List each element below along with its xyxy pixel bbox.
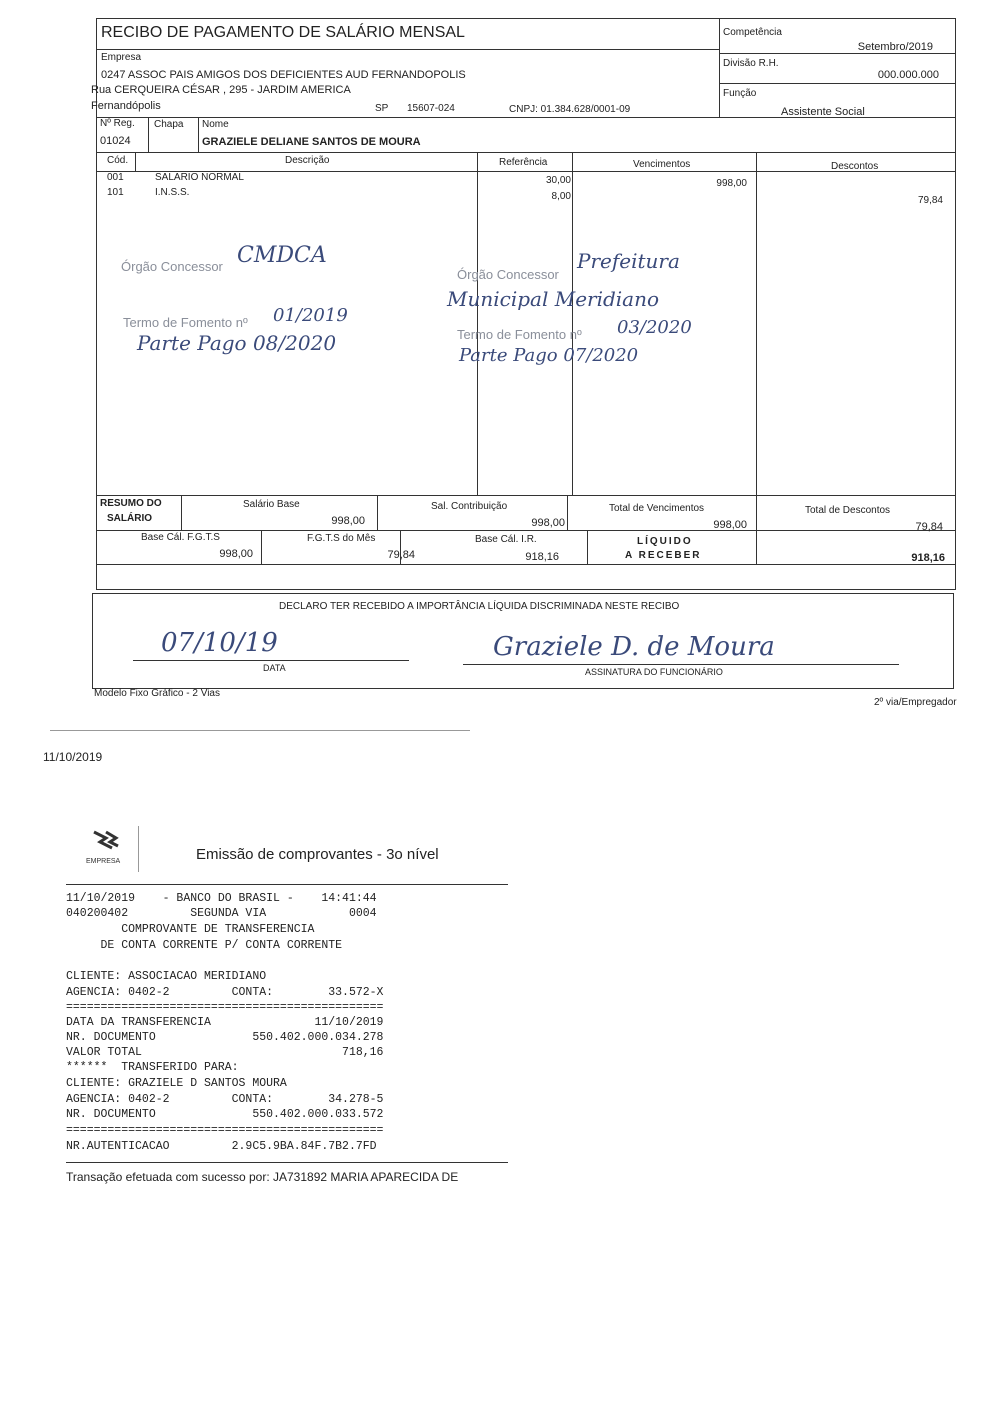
sal-contrib-value: 998,00 bbox=[531, 517, 565, 529]
receipt-line: 11/10/2019 - BANCO DO BRASIL - 14:41:44 bbox=[66, 892, 377, 905]
stamp-termo-1: Termo de Fomento nº bbox=[123, 315, 248, 330]
hand-orgao-2: Prefeitura bbox=[577, 249, 680, 273]
competencia-value: Setembro/2019 bbox=[857, 41, 933, 53]
base-fgts-label: Base Cál. F.G.T.S bbox=[141, 532, 220, 543]
declaration-box bbox=[92, 593, 954, 689]
empresa-nome: 0247 ASSOC PAIS AMIGOS DOS DEFICIENTES AUD FERNANDOPOLIS bbox=[101, 69, 466, 81]
total-desc-label: Total de Descontos bbox=[805, 505, 891, 516]
row2-cod: 101 bbox=[107, 187, 124, 198]
total-venc-label: Total de Vencimentos bbox=[609, 503, 705, 514]
receipt-line: CLIENTE: GRAZIELE D SANTOS MOURA bbox=[66, 1077, 287, 1090]
receipt-line: 040200402 SEGUNDA VIA 0004 bbox=[66, 907, 377, 920]
row2-referencia: 8,00 bbox=[551, 191, 571, 202]
signature-line bbox=[463, 664, 899, 665]
row1-cod: 001 bbox=[107, 172, 124, 183]
receipt-line: VALOR TOTAL 718,16 bbox=[66, 1046, 384, 1059]
stamp-termo-2: Termo de Fomento nº bbox=[457, 327, 582, 342]
stamp-orgao-2: Órgão Concessor bbox=[457, 267, 559, 282]
total-desc-value: 79,84 bbox=[915, 521, 943, 533]
salario-base-label: Salário Base bbox=[243, 499, 300, 510]
row1-referencia: 30,00 bbox=[545, 175, 571, 186]
hand-termo-2-note: Parte Pago 07/2020 bbox=[459, 345, 639, 366]
resumo-label-1: RESUMO DO bbox=[100, 498, 162, 509]
base-fgts-value: 998,00 bbox=[219, 548, 253, 560]
receipt-line: CLIENTE: ASSOCIACAO MERIDIANO bbox=[66, 970, 267, 983]
empresa-label: Empresa bbox=[101, 52, 142, 63]
hand-date: 07/10/19 bbox=[161, 628, 278, 658]
base-ir-label: Base Cál. I.R. bbox=[475, 534, 537, 545]
receipt-line: ============================================== bbox=[66, 1124, 384, 1137]
liquido-label-1: LÍQUIDO bbox=[637, 536, 693, 547]
receipt-line: DATA DA TRANSFERENCIA 11/10/2019 bbox=[66, 1016, 384, 1029]
nome-value: GRAZIELE DELIANE SANTOS DE MOURA bbox=[202, 136, 421, 148]
date-label: DATA bbox=[263, 663, 286, 673]
date-line bbox=[133, 660, 409, 661]
hand-orgao-1: CMDCA bbox=[237, 243, 327, 268]
funcao-label: Função bbox=[723, 88, 757, 99]
receipt-line: AGENCIA: 0402-2 CONTA: 34.278-5 bbox=[66, 1093, 384, 1106]
modelo-text: Modelo Fixo Gráfico - 2 Vias bbox=[94, 688, 220, 699]
chapa-label: Chapa bbox=[154, 119, 184, 130]
hand-termo-1-note: Parte Pago 08/2020 bbox=[137, 331, 337, 355]
payslip-title: RECIBO DE PAGAMENTO DE SALÁRIO MENSAL bbox=[101, 24, 465, 41]
empresa-cnpj: CNPJ: 01.384.628/0001-09 bbox=[509, 104, 631, 115]
col-cod-header: Cód. bbox=[107, 155, 129, 166]
stamp-orgao-1: Órgão Concessor bbox=[121, 259, 223, 274]
row2-descontos: 79,84 bbox=[917, 195, 943, 206]
receipt-line: NR. DOCUMENTO 550.402.000.034.278 bbox=[66, 1031, 384, 1044]
hand-orgao-2-line2: Municipal Meridiano bbox=[447, 287, 660, 311]
receipt-line: ****** TRANSFERIDO PARA: bbox=[66, 1061, 239, 1074]
empresa-cidade: Fernandópolis bbox=[91, 100, 161, 112]
footer-rule bbox=[66, 1162, 508, 1163]
via-text: 2º via/Empregador bbox=[874, 697, 957, 708]
print-date: 11/10/2019 bbox=[43, 750, 103, 764]
funcao-value: Assistente Social bbox=[781, 106, 865, 118]
receipt-line: DE CONTA CORRENTE P/ CONTA CORRENTE bbox=[66, 939, 343, 952]
base-ir-value: 918,16 bbox=[525, 551, 559, 563]
col-descricao-header: Descrição bbox=[285, 155, 330, 166]
divisao-value: 000.000.000 bbox=[877, 69, 939, 81]
receipt-line: ============================================== bbox=[66, 1001, 384, 1014]
resumo-label-2: SALÁRIO bbox=[107, 513, 152, 524]
col-descontos-header: Descontos bbox=[831, 161, 879, 172]
col-vencimentos-header: Vencimentos bbox=[633, 159, 691, 170]
empresa-cep: 15607-024 bbox=[407, 103, 455, 114]
signature-label: ASSINATURA DO FUNCIONÁRIO bbox=[585, 667, 723, 677]
salario-base-value: 998,00 bbox=[331, 515, 365, 527]
bank-logo bbox=[76, 828, 136, 872]
row1-vencimentos: 998,00 bbox=[716, 178, 747, 189]
total-venc-value: 998,00 bbox=[713, 519, 747, 531]
comprovante-title: Emissão de comprovantes - 3o nível bbox=[196, 846, 439, 863]
row1-descricao: SALARIO NORMAL bbox=[155, 172, 244, 183]
empresa-uf: SP bbox=[375, 103, 389, 114]
comprovante-rule bbox=[66, 884, 508, 885]
col-referencia-header: Referência bbox=[499, 157, 548, 168]
fgts-mes-label: F.G.T.S do Mês bbox=[307, 533, 376, 544]
logo-divider bbox=[138, 826, 139, 872]
sal-contrib-label: Sal. Contribuição bbox=[431, 501, 508, 512]
nreg-value: 01024 bbox=[100, 135, 131, 147]
separator bbox=[50, 730, 470, 731]
hand-termo-2: 03/2020 bbox=[617, 317, 692, 338]
payslip bbox=[91, 18, 956, 590]
receipt-line: NR.AUTENTICACAO 2.9C5.9BA.84F.7B2.7FD bbox=[66, 1140, 377, 1153]
bank-logo-icon bbox=[86, 828, 126, 856]
comprovante-footer: Transação efetuada com sucesso por: JA731892 MARIA APARECIDA DE bbox=[66, 1170, 459, 1184]
receipt-line: AGENCIA: 0402-2 CONTA: 33.572-X bbox=[66, 986, 384, 999]
receipt-line: NR. DOCUMENTO 550.402.000.033.572 bbox=[66, 1108, 384, 1121]
hand-termo-1: 01/2019 bbox=[273, 305, 348, 326]
divisao-label: Divisão R.H. bbox=[723, 58, 779, 69]
receipt-line: COMPROVANTE DE TRANSFERENCIA bbox=[66, 923, 315, 936]
nreg-label: Nº Reg. bbox=[100, 118, 135, 129]
empresa-endereco: Rua CERQUEIRA CÉSAR , 295 - JARDIM AMERICA bbox=[91, 84, 351, 96]
fgts-mes-value: 79,84 bbox=[387, 549, 415, 561]
declaration-text: DECLARO TER RECEBIDO A IMPORTÂNCIA LÍQUIDA DISCRIMINADA NESTE RECIBO bbox=[279, 601, 680, 612]
logo-text: EMPRESA bbox=[86, 858, 121, 865]
competencia-label: Competência bbox=[723, 27, 782, 38]
nome-label: Nome bbox=[202, 119, 229, 130]
liquido-value: 918,16 bbox=[911, 552, 945, 564]
hand-signature: Graziele D. de Moura bbox=[493, 632, 775, 662]
liquido-label-2: A RECEBER bbox=[625, 550, 702, 561]
row2-descricao: I.N.S.S. bbox=[155, 187, 190, 198]
